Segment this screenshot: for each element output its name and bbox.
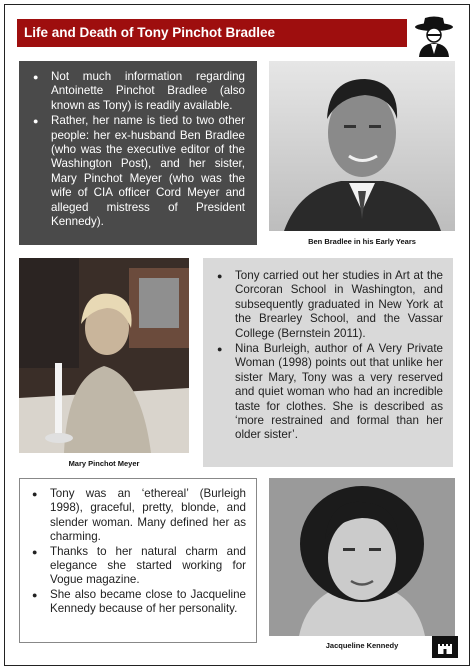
- list-item: ● Not much information regarding Antoinette Pinchot Bradlee (also known as Tony) is readily available.: [29, 70, 245, 113]
- detective-icon: [412, 14, 456, 58]
- mary-pinchot-meyer-photo: [19, 258, 189, 453]
- list-item: ● Nina Burleigh, author of A Very Private Woman (1998) points out that unlike her sister Mary, Tony was a very reserved and quiet woman who had an incredible taste for clothes. She is described as ‘more restrained and formal than her older sister’.: [213, 342, 443, 443]
- list-item: ● Thanks to her natural charm and elegance she started working for Vogue magazine.: [28, 545, 246, 588]
- list-item: ● Rather, her name is tied to two other people: her ex-husband Ben Bradlee (who was the executive editor of the Washington Post), and her sister, Mary Pinchot Meyer (who was the wife of CIA officer Cord Meyer and alleged mistress of President Kennedy).: [29, 114, 245, 229]
- castle-icon: [432, 636, 458, 658]
- ben-bradlee-caption: Ben Bradlee in his Early Years: [308, 237, 416, 246]
- list-item: ● Tony was an ‘ethereal’ (Burleigh 1998), graceful, pretty, blonde, and slender woman. Many defined her as charming.: [28, 487, 246, 545]
- list-item: ● Tony carried out her studies in Art at the Corcoran School in Washington, and subsequently graduated in New York at the Brearley School, and the Vassar College (Bernstein 2011).: [213, 269, 443, 341]
- personality-list: [28, 487, 246, 617]
- personality-panel: [19, 478, 257, 643]
- jacqueline-kennedy-caption: Jacqueline Kennedy: [325, 641, 399, 650]
- intro-panel: [19, 61, 257, 245]
- intro-list: [29, 70, 245, 229]
- ben-bradlee-photo: [269, 61, 455, 231]
- page-title: Life and Death of Tony Pinchot Bradlee: [17, 19, 407, 47]
- list-item: ● She also became close to Jacqueline Kennedy because of her personality.: [28, 588, 246, 617]
- education-list: [213, 269, 443, 443]
- education-panel: [203, 258, 453, 467]
- mary-pinchot-meyer-caption: Mary Pinchot Meyer: [68, 459, 140, 468]
- jacqueline-kennedy-photo: [269, 478, 455, 636]
